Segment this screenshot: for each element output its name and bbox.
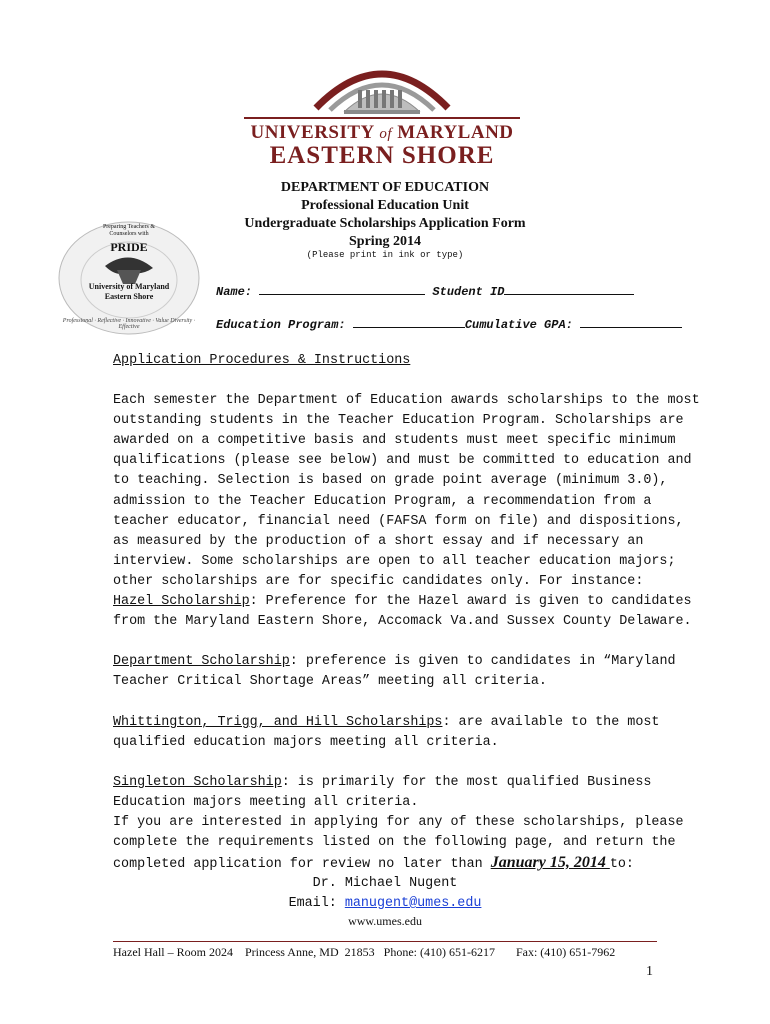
intro-line: as measured by the production of a short essay and if necessary an [113,533,644,549]
name-field[interactable] [259,282,425,295]
instructions-title: Application Procedures & Instructions [113,353,411,368]
seal-top-text: Preparing Teachers & Counselors with [102,224,156,237]
pride-seal [55,218,203,336]
intro-paragraph [113,371,700,612]
program-gpa-row [216,315,682,332]
contact-email-row: Email: manugent@umes.edu [288,896,482,911]
department-title: DEPARTMENT OF EDUCATION [280,180,490,195]
contact-name: Dr. Michael Nugent [312,876,458,891]
intro-line: Each semester the Department of Education awards scholarships to the most [113,393,700,409]
seal-inner-line-2: Eastern Shore [104,292,154,301]
logo-line-eastern-shore: EASTERN SHORE [269,142,495,169]
logo-line-university: UNIVERSITY of MARYLAND [250,122,514,143]
rotunda-logo-icon [244,58,520,122]
print-instruction: (Please print in ink or type) [306,250,464,260]
singleton-scholarship-title: Singleton Scholarship [113,775,282,790]
wth-scholarships-title: Whittington, Trigg, and Hill Scholarships [113,715,443,730]
university-logo [244,58,520,170]
gpa-field[interactable] [580,315,682,328]
wth-scholarships-paragraph: Whittington, Trigg, and Hill Scholarships: are available to the most qualified education majors meeting all criteria. [113,715,660,751]
intro-line: admission to the Teacher Education Program, a recommendation from a [113,493,652,509]
footer-address: Hazel Hall – Room 2024 Princess Anne, MD 21853 Phone: (410) 651-6217 Fax: (410) 651-7962 [113,945,616,959]
email-link[interactable]: manugent@umes.edu [344,896,482,911]
name-label: Name: [216,285,253,299]
seal-inner-line-1: University of Maryland [88,282,170,291]
website-text: www.umes.edu [348,914,422,928]
intro-line: awarded on a competitive basis and students must meet specific minimum [113,433,676,449]
student-id-label: Student ID [432,285,505,299]
intro-line: teacher educator, financial need (FAFSA form on file) and dispositions, [113,513,684,529]
education-program-field[interactable] [353,315,465,328]
closing-paragraph: If you are interested in applying for any of these scholarships, please complete the requirements listed on the following page, and return the completed application for review no later than January 15, 2014 to: [113,815,684,873]
hazel-scholarship-paragraph: Hazel Scholarship: Preference for the Hazel award is given to candidates from the Maryland Eastern Shore, Accomack Va.and Sussex County Delaware. [113,594,692,630]
hazel-scholarship-title: Hazel Scholarship [113,594,250,609]
department-scholarship-title: Department Scholarship [113,654,290,669]
gpa-label: Cumulative GPA: [464,318,573,332]
term-title: Spring 2014 [349,234,421,249]
footer-divider [113,941,657,942]
seal-pride-text: PRIDE [110,240,148,254]
form-title: Undergraduate Scholarships Application Form [244,216,526,231]
intro-line: to teaching. Selection is based on grade point average (minimum 3.0), [113,473,668,489]
education-program-label: Education Program: [216,318,346,332]
unit-title: Professional Education Unit [301,198,469,213]
page-number: 1 [646,964,653,979]
intro-line: interview. Some scholarships are open to all teacher education majors; [113,553,676,569]
singleton-scholarship-paragraph: Singleton Scholarship: is primarily for the most qualified Business Education majors meeting all criteria. [113,775,652,811]
intro-line: outstanding students in the Teacher Education Program. Scholarships are [113,413,684,429]
form-header [200,179,570,251]
name-student-id-row [216,282,634,299]
seal-ring-text: Professional · Reflective · Innovative · Value Diversity · Effective [62,318,196,330]
deadline-date: January 15, 2014 [490,854,610,872]
intro-line: other scholarships are for specific candidates only. For instance: [113,573,644,589]
department-scholarship-paragraph: Department Scholarship: preference is given to candidates in “Maryland Teacher Critical Shortage Areas” meeting all criteria. [113,654,676,690]
intro-line: qualifications (please see below) and must be committed to education and [113,453,692,469]
student-id-field[interactable] [504,282,634,295]
